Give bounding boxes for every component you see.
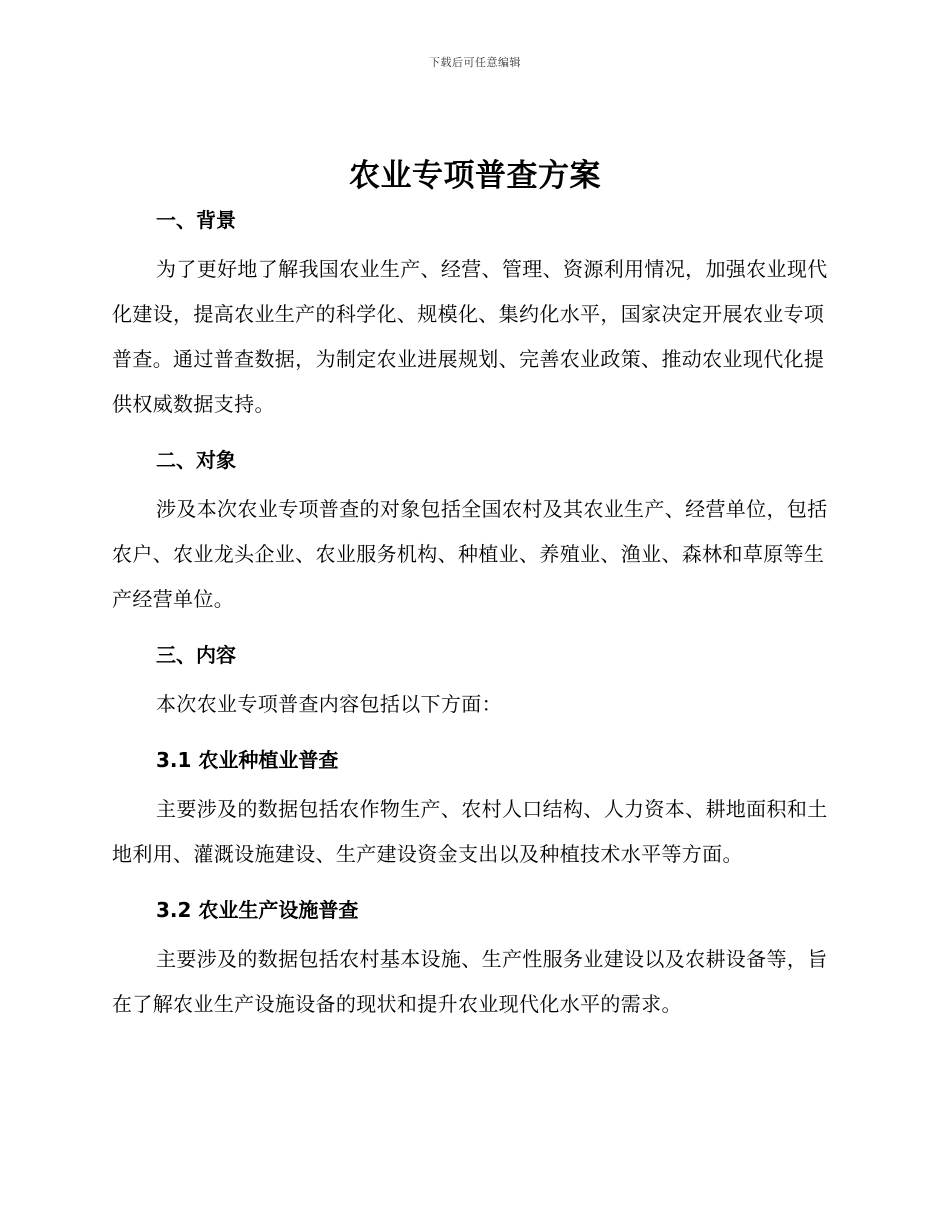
document-body [112, 205, 832, 1027]
document-title: 农业专项普查方案 [349, 158, 601, 194]
subsection-heading-planting: 3.1 农业种植业普查 [156, 748, 339, 772]
section-heading-content: 三、内容 [156, 643, 236, 667]
section-heading-background: 一、背景 [156, 208, 236, 232]
section-paragraph-content: 本次农业专项普查内容包括以下方面： [156, 692, 502, 716]
subsection-paragraph-planting: 主要涉及的数据包括农作物生产、农村人口结构、人力资本、耕地面积和土地利用、灌溉设施建设、生产建设资金支出以及种植技术水平等方面。 [112, 797, 828, 866]
subsection-paragraph-facilities: 主要涉及的数据包括农村基本设施、生产性服务业建设以及农耕设备等，旨在了解农业生产设施设备的现状和提升农业现代化水平的需求。 [112, 947, 828, 1016]
section-heading-target: 二、对象 [156, 448, 236, 472]
page-header-note: 下载后可任意编辑 [429, 56, 521, 69]
subsection-heading-facilities: 3.2 农业生产设施普查 [156, 898, 359, 922]
section-paragraph-target: 涉及本次农业专项普查的对象包括全国农村及其农业生产、经营单位，包括农户、农业龙头企业、农业服务机构、种植业、养殖业、渔业、森林和草原等生产经营单位。 [112, 497, 828, 611]
section-paragraph-background: 为了更好地了解我国农业生产、经营、管理、资源利用情况，加强农业现代化建设，提高农业生产的科学化、规模化、集约化水平，国家决定开展农业专项普查。通过普查数据，为制定农业进展规划、完善农业政策、推动农业现代化提供权威数据支持。 [112, 257, 828, 416]
